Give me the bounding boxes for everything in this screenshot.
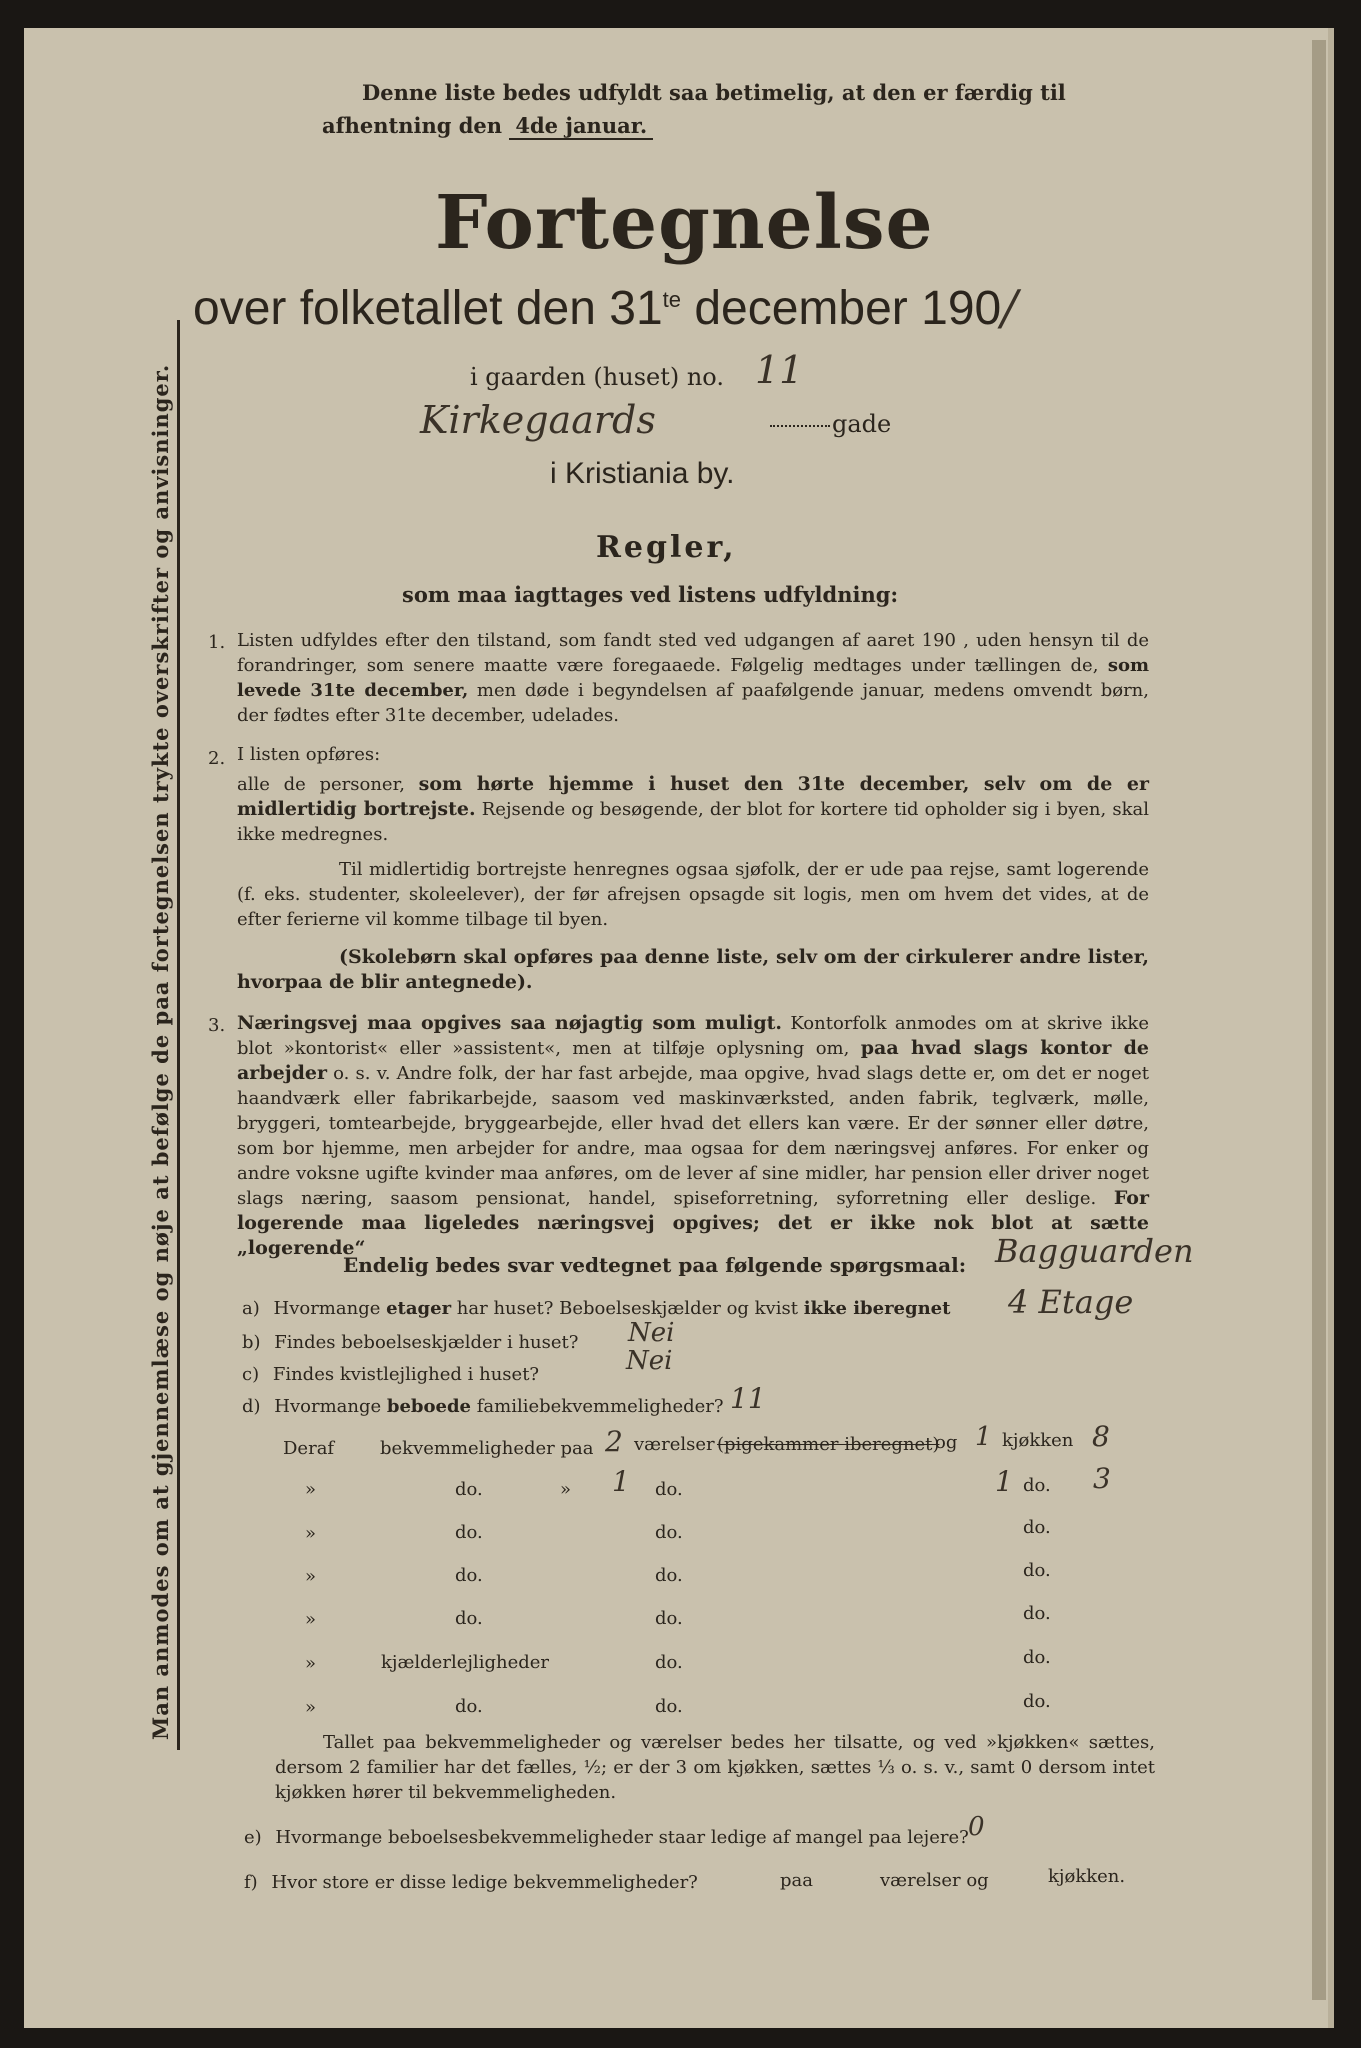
table-row4-do-2: do. <box>655 1565 683 1586</box>
rule-1-text-a: Listen udfyldes efter den tilstand, som fandt sted ved udgangen af aaret 190 , uden hensyn til de forandringer, som senere maatte være foregaaede. Følgelig medtages under tællingen de, <box>237 630 1149 676</box>
question-a <box>242 1298 950 1319</box>
rule-2-body <box>237 772 1149 847</box>
question-d-text-1: Hvormange <box>274 1396 382 1417</box>
rule-2-text-c: Rejsende og besøgende, der blot for kortere tid opholder sig i byen, skal ikke medregnes. <box>237 799 1149 845</box>
side-instruction: Man anmodes om at gjennemlæse og nøje at befølge de paa fortegnelsen trykte overskrifter og anvisninger. <box>148 363 173 1740</box>
street-suffix: gade <box>832 410 892 438</box>
rule-2-intro: I listen opføres: <box>237 744 381 765</box>
table-pigekammer: (pigekammer iberegnet) <box>717 1434 940 1455</box>
rule-1-number: 1. <box>208 632 226 653</box>
rule-2-number: 2. <box>208 748 226 769</box>
side-rule-line <box>177 320 180 1750</box>
answer-b: Nei <box>628 1318 675 1348</box>
table-row2-do-2: do. <box>655 1479 683 1500</box>
question-a-text-3: har huset? Beboelseskjælder og kvist <box>456 1298 798 1319</box>
question-b-text: Findes beboelseskjælder i huset? <box>274 1332 579 1353</box>
table-row6-kjaelder: kjælderlejligheder <box>381 1652 549 1673</box>
table-row3-do-2: do. <box>655 1522 683 1543</box>
question-e-text: Hvormange beboelsesbekvemmeligheder staar ledige af mangel paa lejere? <box>275 1827 969 1848</box>
table-row1-kitchen: 1 <box>975 1422 992 1452</box>
question-c <box>242 1364 539 1385</box>
question-f-label: f) <box>244 1872 258 1893</box>
table-row3-do-3: do. <box>1023 1517 1051 1538</box>
regler-subheading: som maa iagttages ved listens udfyldning: <box>402 582 899 607</box>
question-f-vaerelser: værelser og <box>880 1870 989 1891</box>
table-row2-quote-2: » <box>560 1479 572 1500</box>
table-row6-do-2: do. <box>655 1652 683 1673</box>
table-row3-do-1: do. <box>455 1522 483 1543</box>
rule-1-text-bold: som levede 31te december, <box>237 655 1149 701</box>
answer-a: 4 Etage <box>1008 1283 1134 1321</box>
questions-intro: Endelig bedes svar vedtegnet paa følgende spørgsmaal: <box>343 1253 967 1277</box>
table-row7-quote: » <box>305 1697 317 1718</box>
table-row1-count: 8 <box>1092 1420 1110 1453</box>
table-vaerelser: værelser <box>634 1434 715 1455</box>
question-d-text-3: familiebekvemmeligheder? <box>476 1396 724 1417</box>
rule-3-text-bold-c: paa hvad slags kontor de arbejder <box>237 1037 1149 1084</box>
question-f-kjokken: kjøkken. <box>1048 1866 1126 1887</box>
table-row7-do-3: do. <box>1023 1691 1051 1712</box>
page-edge <box>1312 40 1326 2000</box>
rule-2-note: Til midlertidig bortrejste henregnes ogsaa sjøfolk, der er ude paa rejse, samt logerende (f. eks. studenter, skoleelever), der før afrejsen opsagde sit logis, men om hvem det vides, at de efter ferierne vil komme tilbage til byen. <box>237 859 1149 930</box>
rule-3-text-bold-e: For logerende maa ligeledes næringsvej opgives; det er ikke nok blot at sætte „logerende“ <box>237 1187 1149 1259</box>
questions-intro-handwritten: Bagguarden <box>995 1232 1194 1270</box>
question-e-label: e) <box>244 1827 262 1848</box>
table-row4-do-1: do. <box>455 1565 483 1586</box>
table-bekv-paa: bekvemmeligheder paa <box>380 1438 594 1459</box>
question-d-label: d) <box>242 1396 261 1417</box>
notice-line-1: Denne liste bedes udfyldt saa betimelig, at den er færdig til <box>362 80 1066 105</box>
question-b <box>242 1332 578 1353</box>
table-deraf: Deraf <box>283 1438 335 1459</box>
question-f-text: Hvor store er disse ledige bekvemmeligheder? <box>271 1872 698 1893</box>
street-name: Kirkegaards <box>420 398 656 442</box>
question-a-text-4: ikke iberegnet <box>803 1298 951 1319</box>
rule-3-number: 3. <box>208 1015 226 1036</box>
notice-prefix: afhentning den <box>322 113 503 138</box>
question-f <box>244 1872 698 1893</box>
subtitle-sup: te <box>662 287 681 312</box>
regler-heading: Regler, <box>596 530 737 565</box>
gaard-number: 11 <box>755 348 804 392</box>
table-row5-do-1: do. <box>455 1608 483 1629</box>
table-row2-rooms: 1 <box>612 1465 630 1498</box>
table-row2-kitchen: 1 <box>995 1465 1013 1498</box>
table-row2-quote: » <box>305 1479 317 1500</box>
table-row3-quote: » <box>305 1523 317 1544</box>
table-row7-do-2: do. <box>655 1696 683 1717</box>
rule-2-text-a: alle de personer, <box>237 774 405 795</box>
table-og: og <box>935 1432 958 1453</box>
table-kjokken: kjøkken <box>1002 1430 1074 1451</box>
table-row5-quote: » <box>305 1609 317 1630</box>
question-c-label: c) <box>242 1364 260 1385</box>
answer-e: 0 <box>968 1812 985 1842</box>
table-row2-do-3: do. <box>1023 1475 1051 1496</box>
table-note: Tallet paa bekvemmeligheder og værelser bedes her tilsatte, og ved »kjøkken« sættes, dersom 2 familier har det fælles, ½; er der 3 om kjøkken, sættes ⅓ o. s. v., samt 0 dersom intet kjøkken hører til bekvemmeligheden. <box>275 1732 1155 1803</box>
answer-c: Nei <box>626 1346 673 1376</box>
subtitle-pre: over folketallet den 31 <box>193 282 663 335</box>
rule-1 <box>237 628 1149 728</box>
subtitle <box>193 280 1017 336</box>
table-row5-do-2: do. <box>655 1608 683 1629</box>
rule-3-body <box>237 1011 1149 1261</box>
rule-3-text-d: o. s. v. Andre folk, der har fast arbejde, maa opgive, hvad slags dette er, om det er noget haandværk eller fabrikarbejde, saasom ved maskinværksted, anden fabrik, teglværk, mølle, bryggeri, tomtearbejde, bryggearbejde, eller hvad det ellers kan være. Er der sønner eller døtre, som bor hjemme, men arbejder for andre, maa ogsaa for dem næringsvej anføres. For enker og andre voksne ugifte kvinder maa anføres, om de lever af sine midler, har pension eller driver noget slags næring, saasom pensionat, handel, spiseforretning, syforretning eller deslige. <box>237 1063 1149 1209</box>
question-e <box>244 1827 969 1848</box>
city: i Kristiania by. <box>550 457 735 490</box>
question-a-text-1: Hvormange <box>273 1298 381 1319</box>
question-d-text-2: beboede <box>386 1396 472 1417</box>
page-title: Fortegnelse <box>435 180 934 266</box>
rule-3-text-bold-a: Næringsvej maa opgives saa nøjagtig som muligt. <box>237 1012 783 1034</box>
gaard-label: i gaarden (huset) no. <box>470 363 724 391</box>
table-row4-quote: » <box>305 1566 317 1587</box>
table-row4-do-3: do. <box>1023 1560 1051 1581</box>
question-d <box>242 1396 724 1417</box>
street-dotted-line <box>770 425 830 427</box>
question-a-label: a) <box>242 1298 260 1319</box>
table-row2-count: 3 <box>1093 1462 1111 1495</box>
year-handwritten: / <box>1001 280 1018 336</box>
notice-line-2 <box>322 113 653 138</box>
table-row1-rooms: 2 <box>605 1425 623 1458</box>
table-row5-do-3: do. <box>1023 1603 1051 1624</box>
table-row2-do-1: do. <box>455 1479 483 1500</box>
subtitle-post: december 190 <box>694 282 1002 335</box>
table-row6-quote: » <box>305 1653 317 1674</box>
question-a-text-2: etager <box>386 1298 452 1319</box>
rule-1-text-c: men døde i begyndelsen af paafølgende januar, medens omvendt børn, der fødtes efter 31te december, udelades. <box>237 680 1149 726</box>
question-b-label: b) <box>242 1332 261 1353</box>
rule-2-text-bold: som hørte hjemme i huset den 31te december, selv om de er midlertidig bortrejste. <box>237 773 1149 820</box>
notice-date: 4de januar. <box>509 113 653 140</box>
question-f-paa: paa <box>780 1870 813 1891</box>
answer-d: 11 <box>730 1382 766 1415</box>
table-row7-do-1: do. <box>455 1696 483 1717</box>
table-row6-do-3: do. <box>1023 1647 1051 1668</box>
rule-2-school: (Skolebørn skal opføres paa denne liste, selv om der cirkulerer andre lister, hvorpaa de blir antegnede). <box>237 946 1149 993</box>
rule-3-text-b: Kontorfolk anmodes om at skrive ikke blot »kontorist« eller »assistent«, men at tilføje oplysning om, <box>237 1013 1149 1059</box>
question-c-text: Findes kvistlejlighed i huset? <box>272 1364 540 1385</box>
